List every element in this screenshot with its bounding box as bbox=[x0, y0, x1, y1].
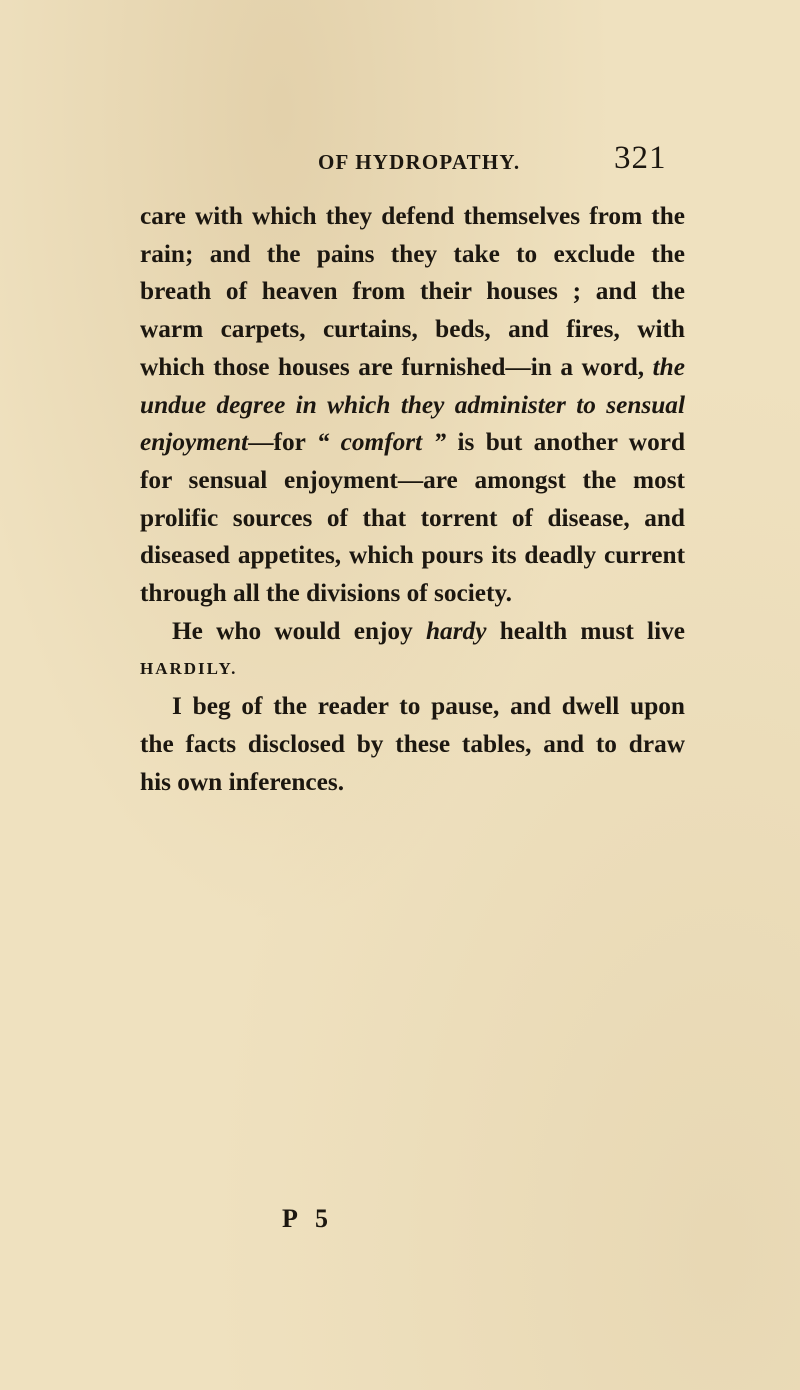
text-line: prolific sources of that torrent of disease, and bbox=[140, 503, 685, 532]
text-line: for sensual enjoyment—are amongst the most bbox=[140, 465, 685, 494]
body-text bbox=[140, 198, 685, 801]
text-line: breath of heaven from their houses ; and the bbox=[140, 277, 685, 306]
signature-mark: P 5 bbox=[282, 1204, 334, 1233]
text-line bbox=[140, 349, 685, 387]
text-line: HARDILY. bbox=[140, 659, 238, 679]
text-fragment: which those houses are furnished—in a word, bbox=[140, 352, 645, 381]
emphasis: enjoyment bbox=[140, 428, 249, 457]
text-line: warm carpets, curtains, beds, and fires, with bbox=[140, 315, 685, 344]
text-fragment: is but another word bbox=[457, 428, 686, 457]
text-line bbox=[140, 387, 685, 425]
text-line: I beg of the reader to pause, and dwell upon bbox=[172, 692, 685, 721]
text-line: his own inferences. bbox=[140, 767, 345, 796]
text-line: care with which they defend themselves from the bbox=[140, 202, 685, 230]
text-line: diseased appetites, which pours its deadly current bbox=[140, 541, 685, 570]
emphasis: undue degree in which they administer to sensual bbox=[140, 390, 685, 419]
running-head: OF HYDROPATHY. bbox=[318, 150, 521, 174]
text-fragment: health must live bbox=[499, 616, 685, 645]
text-line: through all the divisions of society. bbox=[140, 579, 513, 608]
emphasis: the bbox=[652, 352, 685, 381]
text-line: rain; and the pains they take to exclude the bbox=[140, 239, 685, 268]
page-number: 321 bbox=[614, 140, 667, 176]
text-line bbox=[140, 424, 685, 462]
text-fragment: He who would enjoy bbox=[172, 616, 413, 645]
emphasis: hardy bbox=[425, 616, 487, 645]
text-fragment: —for bbox=[248, 428, 306, 457]
emphasis: “ comfort ” bbox=[316, 428, 447, 457]
text-line bbox=[140, 613, 685, 651]
text-line: the facts disclosed by these tables, and to draw bbox=[140, 729, 685, 758]
